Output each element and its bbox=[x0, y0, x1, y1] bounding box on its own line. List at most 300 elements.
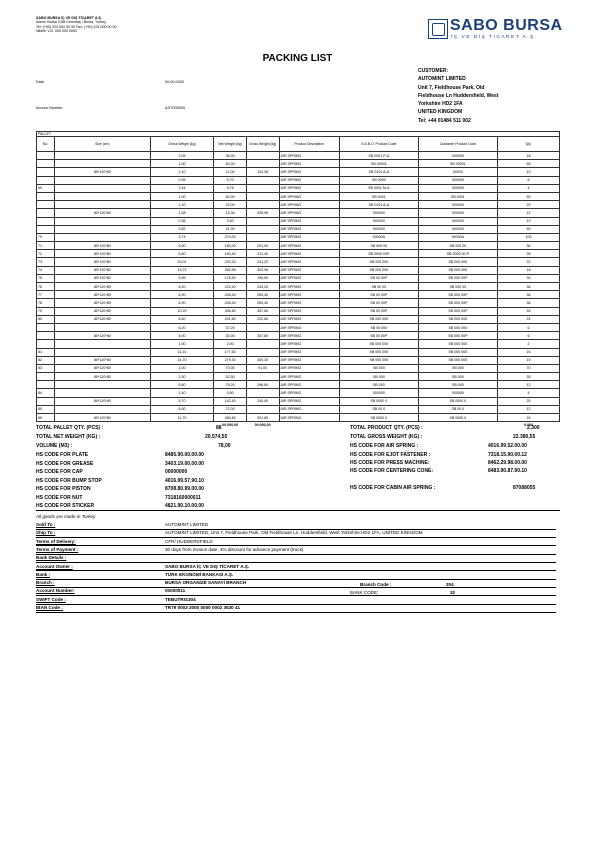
sum-row bbox=[37, 422, 560, 428]
table-cell: SB 000 00 bbox=[339, 242, 418, 250]
total-product-value: 2.300 bbox=[527, 425, 540, 431]
table-cell: 8,40 bbox=[150, 315, 214, 323]
info-value: BURSA ORGANİZE SANAYİ BRANCH bbox=[165, 580, 247, 586]
info-label: Account Owner : bbox=[36, 563, 73, 569]
table-cell: 3,74 bbox=[150, 233, 214, 241]
table-row bbox=[37, 242, 560, 250]
table-cell bbox=[55, 176, 151, 184]
hs-code-value: 00000000 bbox=[165, 469, 188, 475]
table-cell: 50,00 bbox=[214, 160, 246, 168]
table-cell: 6 bbox=[497, 332, 559, 340]
table-cell: SB 000 00P bbox=[418, 291, 497, 299]
table-cell: 80*120*80 bbox=[55, 258, 151, 266]
table-cell: 220,22 bbox=[214, 258, 246, 266]
info-value: SABO BURSA İÇ VE DIŞ TİCARET A.Ş. bbox=[165, 563, 250, 569]
brand-logo bbox=[428, 17, 563, 45]
table-cell: SB 000 000 bbox=[418, 348, 497, 356]
hs-code-label: HS CODE FOR AIR SPRING : bbox=[350, 443, 419, 449]
table-cell: 10,20 bbox=[150, 307, 214, 315]
table-cell: SB 000 bbox=[339, 373, 418, 381]
hs-code-value: 7318160000011 bbox=[165, 494, 201, 501]
table-cell bbox=[246, 201, 279, 209]
table-cell: SB 000 00P bbox=[418, 299, 497, 307]
page-title: PACKING LIST bbox=[262, 53, 333, 64]
table-cell bbox=[37, 209, 55, 217]
hs-code-value: 4016.99.57.90.10 bbox=[165, 477, 204, 484]
table-cell: 10 bbox=[497, 217, 559, 225]
table-cell: SB 000 000 bbox=[339, 258, 418, 266]
company-address: Adres: Bursa OSB Demirtaş / Bursa, Turkey bbox=[36, 20, 106, 25]
bank-code-value: 32 bbox=[450, 590, 456, 595]
table-cell: SB 00001 bbox=[339, 160, 418, 168]
table-cell: 22 bbox=[497, 258, 559, 266]
table-row bbox=[37, 397, 560, 405]
table-cell: 190,40 bbox=[214, 250, 246, 258]
table-cell: SB 000 bbox=[339, 381, 418, 389]
table-cell: SB 0000 00 P bbox=[418, 250, 497, 258]
table-cell: AIR SPRING bbox=[279, 364, 339, 372]
table-cell: 74 bbox=[37, 266, 55, 274]
table-cell bbox=[55, 348, 151, 356]
info-label: Sold To : bbox=[36, 522, 56, 527]
table-row bbox=[37, 291, 560, 299]
table-cell: 00000A bbox=[339, 233, 418, 241]
table-cell: 282,96 bbox=[214, 266, 246, 274]
table-cell: 1,10 bbox=[150, 168, 214, 176]
table-cell: 0,95 bbox=[150, 176, 214, 184]
table-cell: AIR SPRING bbox=[279, 348, 339, 356]
table-cell: 5,95 bbox=[150, 274, 214, 282]
table-cell bbox=[37, 397, 55, 405]
row-divider bbox=[36, 604, 556, 605]
table-row bbox=[37, 389, 560, 397]
total-gross-value: 22.380,55 bbox=[513, 434, 536, 440]
table-cell: SB 0001 bbox=[418, 192, 497, 200]
column-header: Qty. bbox=[497, 137, 559, 152]
table-cell: 81 bbox=[37, 348, 55, 356]
table-row bbox=[37, 184, 560, 192]
table-cell: 5,00 bbox=[150, 242, 214, 250]
table-cell: SB 0000 0 bbox=[339, 414, 418, 422]
table-cell: 69 bbox=[37, 184, 55, 192]
table-cell: 80 bbox=[37, 315, 55, 323]
table-cell bbox=[55, 192, 151, 200]
table-cell: 279,30 bbox=[214, 356, 246, 364]
table-cell: SB 0001 bbox=[339, 192, 418, 200]
hs-code-label: HS CODE FOR GREASE bbox=[36, 460, 94, 467]
table-cell bbox=[55, 225, 151, 233]
table-cell: 244,20 bbox=[246, 283, 279, 291]
table-cell bbox=[246, 160, 279, 168]
table-cell: SB 000 000 bbox=[339, 348, 418, 356]
table-cell: 357,60 bbox=[246, 307, 279, 315]
table-cell: AIR SPRING bbox=[279, 332, 339, 340]
table-cell: 16 bbox=[497, 348, 559, 356]
table-cell: 6,60 bbox=[150, 250, 214, 258]
table-cell: 36 bbox=[497, 242, 559, 250]
logo-mark-icon bbox=[428, 19, 448, 39]
table-cell bbox=[37, 340, 55, 348]
table-row bbox=[37, 356, 560, 364]
table-row bbox=[37, 168, 560, 176]
table-cell: 1,50 bbox=[150, 373, 214, 381]
table-cell: 6 bbox=[497, 176, 559, 184]
table-cell: 70 bbox=[497, 364, 559, 372]
table-cell: 28 bbox=[497, 250, 559, 258]
table-cell bbox=[55, 160, 151, 168]
table-cell: AIR SPRING bbox=[279, 160, 339, 168]
table-cell: 10,01 bbox=[150, 258, 214, 266]
table-cell: AIR SPRING bbox=[279, 299, 339, 307]
table-cell: 80*120*80 bbox=[55, 299, 151, 307]
invoice-value: AST000000 bbox=[165, 106, 186, 110]
row-divider bbox=[36, 595, 556, 596]
table-cell: 1,10 bbox=[150, 201, 214, 209]
table-cell: AIR SPRING bbox=[279, 381, 339, 389]
hs-code-value: 8485.90.00.00.00 bbox=[165, 452, 204, 458]
hs-code-value: 87088055 bbox=[513, 485, 536, 491]
table-cell: SB 0000 0 bbox=[339, 397, 418, 405]
branch-code-label: Branch Code : bbox=[360, 582, 392, 587]
table-cell: 336,60 bbox=[214, 307, 246, 315]
table-cell bbox=[37, 373, 55, 381]
table-cell: 22,00 bbox=[214, 201, 246, 209]
table-cell: 000000 bbox=[339, 209, 418, 217]
table-row bbox=[37, 266, 560, 274]
table-cell: 14,70 bbox=[150, 356, 214, 364]
table-cell bbox=[37, 332, 55, 340]
table-cell: SB 000 000 bbox=[418, 340, 497, 348]
logo-subtitle: İÇ VE DIŞ TİCARET A.Ş. bbox=[451, 35, 538, 40]
table-cell: 78 bbox=[37, 299, 55, 307]
table-cell: 72 bbox=[37, 250, 55, 258]
customer-country: UNITED KINGDOM bbox=[418, 109, 463, 116]
table-cell: 12 bbox=[497, 209, 559, 217]
column-header: No. bbox=[37, 137, 55, 152]
total-gross-label: TOTAL GROSS WEIGHT (KG) : bbox=[350, 434, 423, 440]
table-cell: 73 bbox=[37, 258, 55, 266]
column-header: S.A.B.O. Product Code bbox=[339, 137, 418, 152]
table-cell: 33 bbox=[497, 307, 559, 315]
table-cell: 79,20 bbox=[214, 381, 246, 389]
table-cell: AIR SPRING bbox=[279, 340, 339, 348]
table-cell bbox=[55, 184, 151, 192]
table-cell: 5,70 bbox=[214, 176, 246, 184]
hs-code-label: HS CODE FOR NUT bbox=[36, 494, 83, 501]
packing-table bbox=[36, 131, 560, 427]
sum-cell bbox=[418, 422, 497, 428]
table-cell: SB 000 000 bbox=[339, 266, 418, 274]
info-label: SWIFT Code : bbox=[36, 596, 66, 602]
table-cell: SB 000 bbox=[418, 373, 497, 381]
volume-value: 78,00 bbox=[218, 443, 231, 449]
table-cell: SB 000 000 bbox=[418, 315, 497, 323]
table-cell: 80*120*80 bbox=[55, 274, 151, 282]
table-cell: SB 000 bbox=[418, 381, 497, 389]
table-cell: SB 000 000 bbox=[418, 356, 497, 364]
table-cell: 12 bbox=[497, 381, 559, 389]
table-cell: 50 bbox=[497, 225, 559, 233]
hs-code-label: HS CODE FOR PLATE bbox=[36, 452, 89, 458]
table-cell: 18 bbox=[497, 152, 559, 160]
table-cell: 00000A bbox=[418, 233, 497, 241]
table-cell bbox=[37, 192, 55, 200]
table-cell: 180,00 bbox=[214, 242, 246, 250]
table-cell: 25 bbox=[497, 397, 559, 405]
table-cell: 80*120*80 bbox=[55, 356, 151, 364]
table-cell: SB 00 00P bbox=[339, 332, 418, 340]
table-cell: 80*120*80 bbox=[55, 414, 151, 422]
table-cell: 36 bbox=[497, 291, 559, 299]
table-cell: 000000 bbox=[418, 184, 497, 192]
table-cell: 178,50 bbox=[214, 274, 246, 282]
table-cell: 201,00 bbox=[246, 242, 279, 250]
table-cell: SB 000 000 bbox=[339, 315, 418, 323]
customer-address-1: Unit 7, Fieldhouse Park, Old bbox=[418, 84, 485, 91]
table-row bbox=[37, 323, 560, 331]
table-header-row bbox=[37, 137, 560, 152]
table-cell bbox=[246, 233, 279, 241]
table-row bbox=[37, 299, 560, 307]
table-cell: 1,40 bbox=[150, 389, 214, 397]
table-cell: 1,00 bbox=[150, 192, 214, 200]
row-divider bbox=[36, 537, 556, 538]
table-cell: 75 bbox=[37, 274, 55, 282]
table-cell: 000000 bbox=[418, 176, 497, 184]
table-cell: 6,90 bbox=[150, 299, 214, 307]
table-cell: AIR SPRING bbox=[279, 152, 339, 160]
total-pallet-value: 88 bbox=[216, 425, 222, 431]
table-cell: 11,00 bbox=[214, 168, 246, 176]
table-row bbox=[37, 225, 560, 233]
table-cell: 280,80 bbox=[214, 414, 246, 422]
table-cell: SB 0000 bbox=[339, 176, 418, 184]
table-row bbox=[37, 405, 560, 413]
info-label: Bank : bbox=[36, 571, 51, 577]
table-cell: 71 bbox=[37, 242, 55, 250]
table-cell: 374,00 bbox=[214, 233, 246, 241]
table-cell bbox=[55, 233, 151, 241]
table-row bbox=[37, 192, 560, 200]
table-cell: 80*120*80 bbox=[55, 307, 151, 315]
row-divider bbox=[36, 587, 556, 588]
table-cell: 6 bbox=[497, 323, 559, 331]
table-cell: 000000 bbox=[418, 152, 497, 160]
table-cell: 84 bbox=[37, 389, 55, 397]
table-cell: 1,28 bbox=[150, 209, 214, 217]
table-cell: 2,44 bbox=[150, 184, 214, 192]
table-cell: 2,00 bbox=[214, 340, 246, 348]
table-cell bbox=[246, 176, 279, 184]
info-value: AUTOMINT LIMITED bbox=[165, 522, 209, 527]
table-cell: 15,72 bbox=[150, 266, 214, 274]
hs-code-label: HS CODE FOR CAP bbox=[36, 469, 83, 475]
customer-address-2: Fieldhouse Ln Huddersfield, West bbox=[418, 92, 499, 99]
table-cell: AIR SPRING bbox=[279, 258, 339, 266]
table-cell: SB 00 0 bbox=[339, 405, 418, 413]
table-cell: AIR SPRING bbox=[279, 307, 339, 315]
table-cell: 223,20 bbox=[214, 283, 246, 291]
info-label: Terms of Payment : bbox=[36, 546, 79, 552]
column-header: Size (cm) bbox=[55, 137, 151, 152]
table-row bbox=[37, 364, 560, 372]
table-cell bbox=[246, 348, 279, 356]
table-row bbox=[37, 258, 560, 266]
table-cell: 100 bbox=[497, 233, 559, 241]
table-cell: 000000 bbox=[339, 217, 418, 225]
table-row bbox=[37, 152, 560, 160]
hs-code-value: 4821.90.10.00.00 bbox=[165, 503, 204, 509]
table-cell: 000000 bbox=[418, 225, 497, 233]
table-row bbox=[37, 307, 560, 315]
date-value: 00.00.0000 bbox=[165, 80, 185, 84]
table-cell: AIR SPRING bbox=[279, 192, 339, 200]
sum-cell bbox=[150, 422, 214, 428]
customer-name: AUTOMINT LIMITED bbox=[418, 76, 466, 83]
table-cell: 80*120*80 bbox=[55, 209, 151, 217]
sum-cell bbox=[279, 422, 339, 428]
table-cell: SB 00 000 bbox=[339, 323, 418, 331]
hs-code-label: HS CODE FOR BUMP STOP bbox=[36, 477, 102, 484]
table-cell: 535,96 bbox=[246, 209, 279, 217]
hs-code-label: HS CODE FOR CABIN AIR SPRING : bbox=[350, 485, 436, 491]
info-label: Branch : bbox=[36, 580, 55, 586]
table-cell: SB 000 000 bbox=[418, 266, 497, 274]
hs-code-label: HS CODE FOR PRESS MACHINE: bbox=[350, 460, 430, 466]
table-cell: SB 0001 M-A bbox=[339, 184, 418, 192]
info-label: Ship To : bbox=[36, 530, 56, 536]
table-cell: AIR SPRING bbox=[279, 225, 339, 233]
table-cell: 4 bbox=[497, 184, 559, 192]
table-row bbox=[37, 160, 560, 168]
table-cell: 80*120*80 bbox=[55, 332, 151, 340]
table-cell: AIR SPRING bbox=[279, 414, 339, 422]
table-cell: 6,60 bbox=[150, 381, 214, 389]
table-cell: 1,00 bbox=[150, 340, 214, 348]
column-header: Gross Weight (kg) bbox=[150, 137, 214, 152]
table-cell: 76 bbox=[37, 283, 55, 291]
volume-label: VOLUME (M3) : bbox=[36, 443, 73, 449]
table-cell bbox=[246, 192, 279, 200]
table-cell: 222,60 bbox=[246, 315, 279, 323]
table-cell bbox=[55, 201, 151, 209]
table-cell: 00000 bbox=[418, 168, 497, 176]
table-cell: AIR SPRING bbox=[279, 250, 339, 258]
table-cell bbox=[37, 168, 55, 176]
divider bbox=[36, 510, 560, 511]
hs-code-value: 8708.80.99.00.00 bbox=[165, 486, 204, 492]
company-tax: Nilüfer V.D. 000 000 0000 bbox=[36, 29, 78, 34]
info-value: TR79 0003 2000 0000 0002 3530 41 bbox=[165, 605, 241, 610]
table-cell: 36 bbox=[497, 299, 559, 307]
table-cell: 11,10 bbox=[150, 348, 214, 356]
table-cell: 4 bbox=[497, 389, 559, 397]
table-cell: 5,00 bbox=[150, 332, 214, 340]
table-cell: 300,30 bbox=[246, 356, 279, 364]
table-cell bbox=[246, 373, 279, 381]
table-cell: 36,90 bbox=[214, 152, 246, 160]
table-cell bbox=[37, 160, 55, 168]
branch-code-value: 304 bbox=[446, 582, 454, 587]
table-cell: 52,50 bbox=[214, 373, 246, 381]
table-cell: 6,00 bbox=[150, 405, 214, 413]
table-cell: AIR SPRING bbox=[279, 168, 339, 176]
hs-code-value: 3403.19.00.00.00 bbox=[165, 460, 204, 467]
table-cell bbox=[55, 323, 151, 331]
info-value: TEBUTRIS304 bbox=[165, 596, 196, 602]
total-pallet-label: TOTAL PALLET QTY. (PCS) : bbox=[36, 425, 104, 431]
column-header: Customer Product Code bbox=[418, 137, 497, 152]
table-cell: 24 bbox=[497, 414, 559, 422]
table-row bbox=[37, 381, 560, 389]
table-cell bbox=[246, 152, 279, 160]
table-cell bbox=[246, 323, 279, 331]
table-row bbox=[37, 176, 560, 184]
table-cell bbox=[55, 381, 151, 389]
hs-code-value: 7318.15.90.00.12 bbox=[488, 452, 527, 458]
table-cell: SB 00 0 bbox=[418, 405, 497, 413]
table-cell: AIR SPRING bbox=[279, 291, 339, 299]
table-cell: 12 bbox=[497, 405, 559, 413]
table-cell: 2 bbox=[497, 340, 559, 348]
table-cell: 82 bbox=[37, 356, 55, 364]
table-cell: AIR SPRING bbox=[279, 176, 339, 184]
sum-cell: 0.000 bbox=[523, 422, 533, 427]
hs-code-label: HS CODE FOR EJOT FASTENER : bbox=[350, 452, 431, 458]
table-cell: 79 bbox=[37, 307, 55, 315]
info-value: AUTOMINT LIMITED, Unit 7, Fieldhouse Park, Old Fieldhouse Ln, Huddersfield, West Yorkshire HD2 1FA, UNITED KINGDOM bbox=[165, 530, 423, 536]
table-cell: SB 0101 A-A bbox=[339, 168, 418, 176]
info-label: Terms of Delivery: bbox=[36, 538, 76, 544]
table-cell bbox=[55, 152, 151, 160]
invoice-label: Invoice Number bbox=[36, 106, 63, 110]
table-cell: 80*120*80 bbox=[55, 397, 151, 405]
column-header: Gross Weight (kg) bbox=[246, 137, 279, 152]
sum-cell: 00.000,00 bbox=[222, 422, 239, 427]
table-row bbox=[37, 283, 560, 291]
table-cell: 269,40 bbox=[246, 299, 279, 307]
customer-phone: Tel: +44 01484 511 002 bbox=[418, 117, 471, 124]
table-cell bbox=[37, 217, 55, 225]
total-net-label: TOTAL NET WEIGHT (KG) : bbox=[36, 434, 101, 440]
table-cell: AIR SPRING bbox=[279, 405, 339, 413]
table-cell: SB 00 00P bbox=[339, 299, 418, 307]
table-row bbox=[37, 274, 560, 282]
company-header bbox=[36, 16, 186, 34]
table-cell: 201,60 bbox=[214, 315, 246, 323]
table-cell: 000000 bbox=[418, 217, 497, 225]
table-cell: SB 0000 0 bbox=[418, 397, 497, 405]
table-cell: SB 000 000 bbox=[418, 258, 497, 266]
table-cell: SB 000 00 bbox=[418, 242, 497, 250]
table-row bbox=[37, 201, 560, 209]
table-cell: SB 0000 00P bbox=[339, 250, 418, 258]
table-cell bbox=[246, 389, 279, 397]
table-cell bbox=[246, 405, 279, 413]
table-row bbox=[37, 332, 560, 340]
table-row bbox=[37, 217, 560, 225]
customer-block bbox=[418, 67, 568, 125]
table-cell: SB 00 00 bbox=[339, 283, 418, 291]
table-cell: 6,20 bbox=[150, 283, 214, 291]
table-cell: AIR SPRING bbox=[279, 397, 339, 405]
table-cell: 000000 bbox=[418, 389, 497, 397]
table-cell: 0,82 bbox=[150, 225, 214, 233]
table-cell: 142,40 bbox=[214, 397, 246, 405]
table-cell: 80*120*80 bbox=[55, 266, 151, 274]
table-row bbox=[37, 233, 560, 241]
table-cell: 6,90 bbox=[150, 291, 214, 299]
